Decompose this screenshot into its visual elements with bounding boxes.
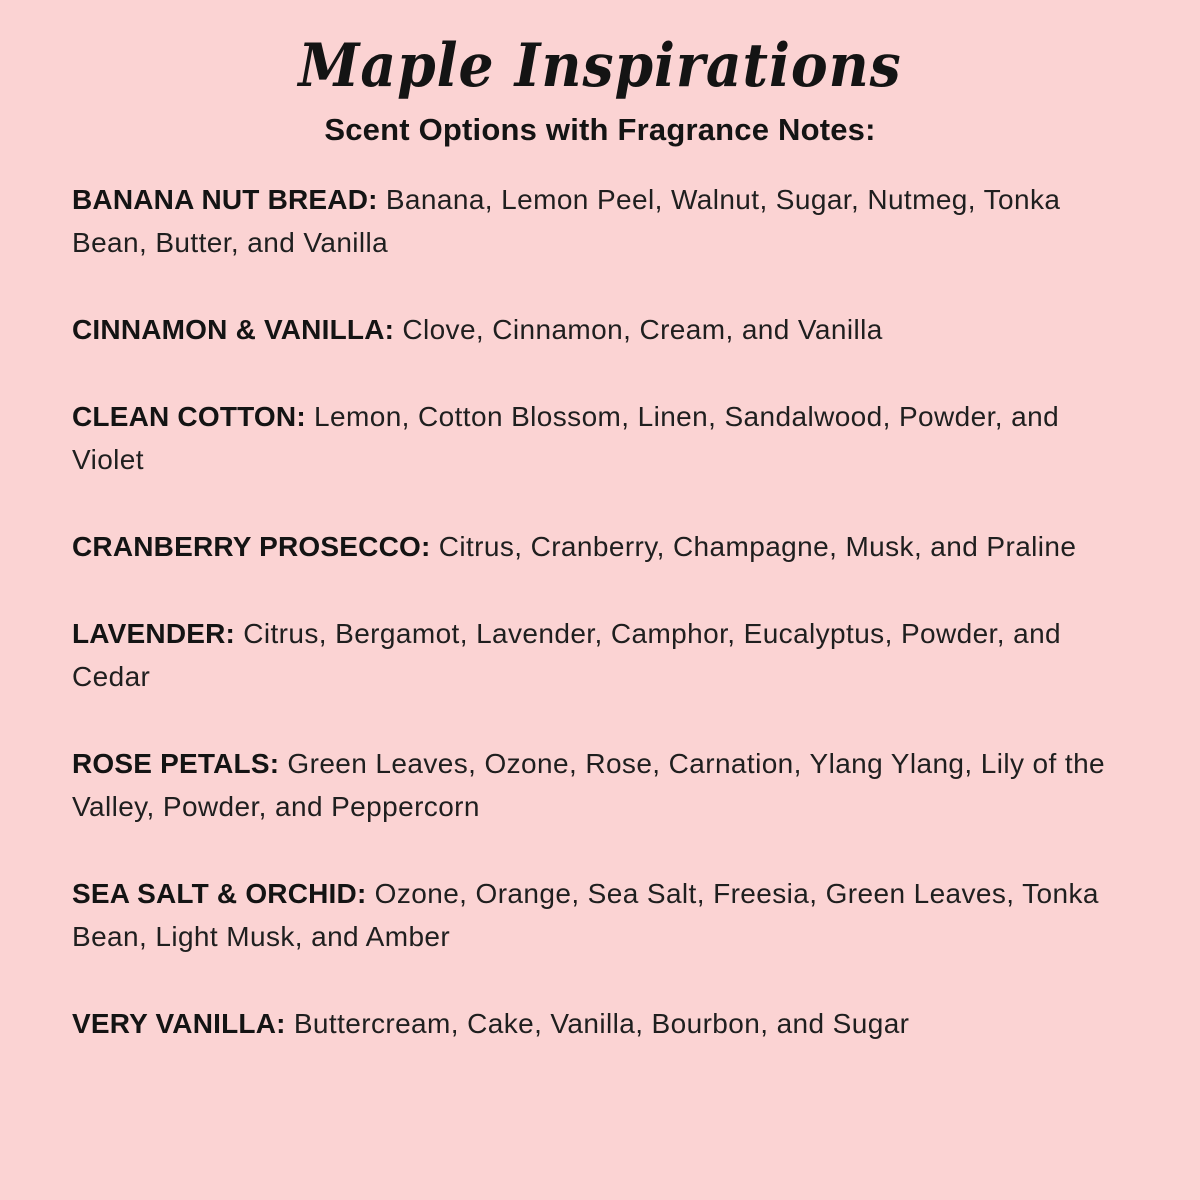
scent-name: SEA SALT & ORCHID: bbox=[72, 878, 367, 909]
scent-entry-lavender bbox=[72, 612, 1128, 698]
scent-notes: Ozone, Orange, Sea Salt, Freesia, Green Leaves, Tonka Bean, Light Musk, and Amber bbox=[72, 878, 1099, 952]
scent-notes: Green Leaves, Ozone, Rose, Carnation, Ylang Ylang, Lily of the Valley, Powder, and Peppercorn bbox=[72, 748, 1106, 822]
page-title: Maple Inspirations bbox=[298, 31, 902, 101]
scent-name: CINNAMON & VANILLA: bbox=[72, 314, 395, 345]
scent-entry-banana-nut-bread bbox=[72, 178, 1128, 264]
scent-notes: Lemon, Cotton Blossom, Linen, Sandalwood, Powder, and Violet bbox=[72, 401, 1060, 475]
scent-name: CLEAN COTTON: bbox=[72, 401, 306, 432]
scent-notes: Citrus, Bergamot, Lavender, Camphor, Eucalyptus, Powder, and Cedar bbox=[72, 618, 1062, 692]
scent-list bbox=[0, 178, 1200, 1045]
scent-name: CRANBERRY PROSECCO: bbox=[72, 531, 431, 562]
scent-notes: Citrus, Cranberry, Champagne, Musk, and Praline bbox=[438, 531, 1077, 562]
scent-entry-very-vanilla bbox=[72, 1002, 1128, 1045]
scent-notes: Clove, Cinnamon, Cream, and Vanilla bbox=[402, 314, 883, 345]
scent-name: VERY VANILLA: bbox=[72, 1008, 286, 1039]
scent-entry-sea-salt-orchid bbox=[72, 872, 1128, 958]
scent-name: ROSE PETALS: bbox=[72, 748, 280, 779]
scent-notes: Buttercream, Cake, Vanilla, Bourbon, and Sugar bbox=[293, 1008, 910, 1039]
scent-entry-clean-cotton bbox=[72, 395, 1128, 481]
scent-notes: Banana, Lemon Peel, Walnut, Sugar, Nutmeg, Tonka Bean, Butter, and Vanilla bbox=[72, 184, 1061, 258]
scent-entry-cinnamon-vanilla bbox=[72, 308, 1128, 351]
scent-name: LAVENDER: bbox=[72, 618, 236, 649]
page-subtitle: Scent Options with Fragrance Notes: bbox=[324, 112, 876, 147]
scent-name: BANANA NUT BREAD: bbox=[72, 184, 378, 215]
scent-entry-rose-petals bbox=[72, 742, 1128, 828]
scent-entry-cranberry-prosecco bbox=[72, 525, 1128, 568]
